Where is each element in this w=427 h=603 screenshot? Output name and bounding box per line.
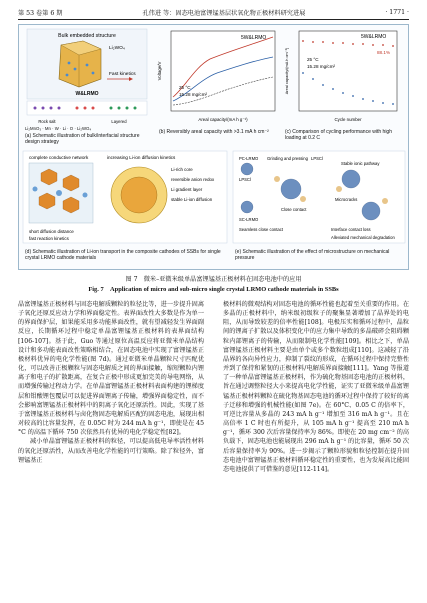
panel-b-legend: 5W&LRMO — [241, 35, 267, 41]
label-anion-redox: reversible anion redox — [171, 177, 215, 182]
panel-b — [155, 27, 279, 145]
label-li2wo4: Li₂WO₄ — [109, 46, 125, 51]
label-close-contact: Close contact — [281, 207, 307, 212]
panel-c-caption: (c) Comparison of cycling performance with high loading at 0.2 C — [285, 129, 392, 141]
label-fast-kinetics: Fast kinetics — [109, 72, 136, 77]
panel-c-annot-temp: 25 °C — [307, 57, 319, 62]
label-microcracks: Microcracks — [335, 197, 358, 202]
panel-d-mid-title: increasing Li-ion diffusion kinetics — [107, 155, 176, 160]
panel-a-schematic — [21, 27, 153, 127]
paragraph: 减小单晶富锂锰基正极材料的粒径，可以提高低电导率活性材料的氧化还原活性，从而改善电化学性能的可行策略。除了粒径外，富锂锰基正 — [18, 438, 204, 464]
left-column — [18, 300, 204, 465]
panel-d-schematic — [21, 149, 229, 247]
panel-e-caption: (e) Schematic illustration of the effect of microstructure on mechanical pressure — [235, 249, 390, 261]
figure-caption-en: Fig. 7 Application of micro and sub-micro single crystal LRMO cathode materials in SSBs — [88, 286, 339, 293]
label-pc-lrmo: PC-LRMO — [239, 156, 259, 161]
panel-c-annot-loading: 15.28 mg/cm² — [307, 64, 336, 69]
panel-b-xlabel: Areal capacity/(mA h g⁻¹) — [198, 117, 248, 122]
panel-c-xlabel: Cycle number — [334, 117, 362, 122]
figure-7 — [18, 24, 409, 270]
label-short-diffusion: short diffusion distance — [29, 229, 74, 234]
label-gradient-layer: Li gradient layer — [171, 187, 203, 192]
label-sc-lrmo: SC-LRMO — [239, 217, 259, 222]
panel-d — [21, 149, 229, 267]
paragraph: 晶富锂锰基正极材料与固态电解质颗粒的粒径比等，进一步提升固离子氧化还原反应动力学和界面稳定性。表界面改性大多数是作为单一的界面保护层，如果能采用多功能界面改性，就有望减轻发生界面副反应，长期循环过程中稳定单晶富锂锰基正极材料的表界面结构[106-107]。基于此，Guo 等通过原位高温反应将亚微米单晶结构设计和多功能表面改性策略相结合，在固态电池中实现了富锂锰基正极材料优异的电化学性能(图 7d)。通过亚微米单晶颗粒尺寸匹配优化，可以改善正极颗粒与固态电解质之间的界面接触，缩短颗粒内锂离子和电子的扩散距离，在复合正极中形成更加完美的导电网络，从而增强传输过程动力学。在单晶富锂锰基正极材料表面构建的锂梯度层和钼酸锂包覆层可以促进界面锂离子传输，增强界面稳定性，而不会影响富锂锰基正极材料中的阴离子氧化还原活性。因此，实现了基于富锂锰基正极材料与卤化物固态电解质匹配的固态电池，展现出相对较高的比容量发挥，在 0.05C 时为 244 mA h g⁻¹，即使是在 45 °C 的高温下循环 750 次依然具有优异的电化学稳定性[82]。 — [18, 301, 204, 437]
panel-d-left-title: complete conductive network — [29, 155, 89, 160]
paragraph: 极材料的微观结构对固态电池的循环性能也起着至关重要的作用。在多晶的正极材料中，纳米级初级粒子的聚集显著增加了晶界处的电阻，从而导致较差的倍率性能[108]。电极压实和循环过程中，晶粒间的锂离子扩散以及体积变化中的应力集中导致的多晶破碎会阻碍颗粒内部锂离子的传输，从而限制电化学性能[109]。相比之下，单晶富锂锰基正极材料主要是由单个或多个数粒组成[110]。这减轻了沿晶界的各向异性应力，抑制了裂纹的形成，在循环过程中保持完整性并到了保持和紧韧的正极材料/电解质界面接触[111]。Yang 等报道了一种单晶富锂锰基正极材料，作为硫化物基固态电池的正极材料，旨在通过调整粒径大小来提高电化学性能，证实了亚微米级单晶富锂锰基正极材料颗粒在硫化物基固态电池的循环过程中保持了较好的离子迁移和增强的机械性能(如图 7e)。在 60°C、0.05 C 的倍率下，可逆比容量从多晶的 243 mA h g⁻¹ 增加至 316 mA h g⁻¹。且在高倍率 1 C 时也有所提升，从 105 mA h g⁻¹ 提高至 210 mA h g⁻¹，循环 300 次后容量保持率为 86%。即使在 20 mg cm⁻² 的高负载下，固态电池也能展现出 296 mA h g⁻¹ 的比容量，循环 50 次后容量保持率为 90%。进一步揭示了颗粒形貌和粒径控制在提升固态电池中富锂锰基正极材料循环稳定性的重要性，也为发展高比能固态电池提供了可借鉴的意见[112-114]。 — [223, 301, 409, 473]
label-stable-diffusion: stable Li-ion diffusion — [171, 197, 213, 202]
label-layered: Layered — [111, 119, 127, 124]
running-header — [18, 6, 409, 18]
panel-a-legend: Li₂MnO₃ · Mn · W · Li · O · Li₂WO₄ — [25, 126, 92, 131]
panel-c — [281, 27, 407, 145]
panel-c-plot — [281, 27, 407, 129]
panel-c-ylabel: Areal capacity/(mA h cm⁻²) — [284, 47, 289, 95]
panel-b-annot-temp: 25 °C — [179, 85, 191, 90]
panel-e — [231, 149, 407, 267]
header-rule — [18, 19, 409, 20]
label-core: Li-rich core — [171, 167, 193, 172]
panel-a-title: Bulk embedded structure — [58, 33, 116, 39]
label-fast-reaction: fast reaction kinetics — [29, 236, 69, 241]
page-number: · 1771 · — [385, 8, 409, 16]
label-contact-loss: Interface contact loss — [331, 227, 371, 232]
label-w-lrmo: W&LRMO — [75, 91, 99, 97]
panel-e-schematic — [231, 149, 407, 247]
label-stable-ionic: Stable ionic pathway — [341, 161, 380, 166]
panel-c-legend: 5W&LRMO — [361, 34, 387, 40]
label-alleviated: Alleviated mechanical degradation — [331, 235, 395, 240]
panel-a — [21, 27, 153, 145]
label-lpscl-1: LPSCl — [239, 177, 251, 182]
panel-c-retention: 88.1% — [377, 50, 391, 55]
panel-b-annot-loading: 15.28 mg/cm² — [179, 92, 208, 97]
panel-b-ylabel: Voltage/V — [157, 61, 162, 81]
label-lpscl-2: LPSCl — [311, 156, 323, 161]
panel-d-caption: (d) Schematic illustration of Li-ion transport in the composite cathodes of SSBs for single crystal LRMO cathode materials — [25, 249, 221, 261]
label-seamless-contact: Seamless close contact — [239, 227, 283, 232]
right-column — [223, 300, 409, 474]
label-rock-salt: Rock salt — [38, 119, 56, 124]
panel-b-caption: (b) Reversibly areal capacity with >3.1 mA h cm⁻² — [159, 129, 269, 135]
figure-caption-cn: 图 7 微米–亚微米级单晶富锂锰基正极材料在固态电池中的应用 — [125, 276, 302, 283]
panel-b-plot — [155, 27, 279, 129]
panel-a-caption: (a) Schematic illustration of bulk/interfacial structure design strategy — [25, 133, 140, 145]
running-title: 孔伟进 等：固态电池富锂锰基层状氧化物正极材料研究进展 — [142, 9, 306, 17]
journal-volume: 第 53 卷第 6 期 — [18, 9, 63, 17]
label-grinding: Grinding and pressing — [267, 156, 308, 161]
